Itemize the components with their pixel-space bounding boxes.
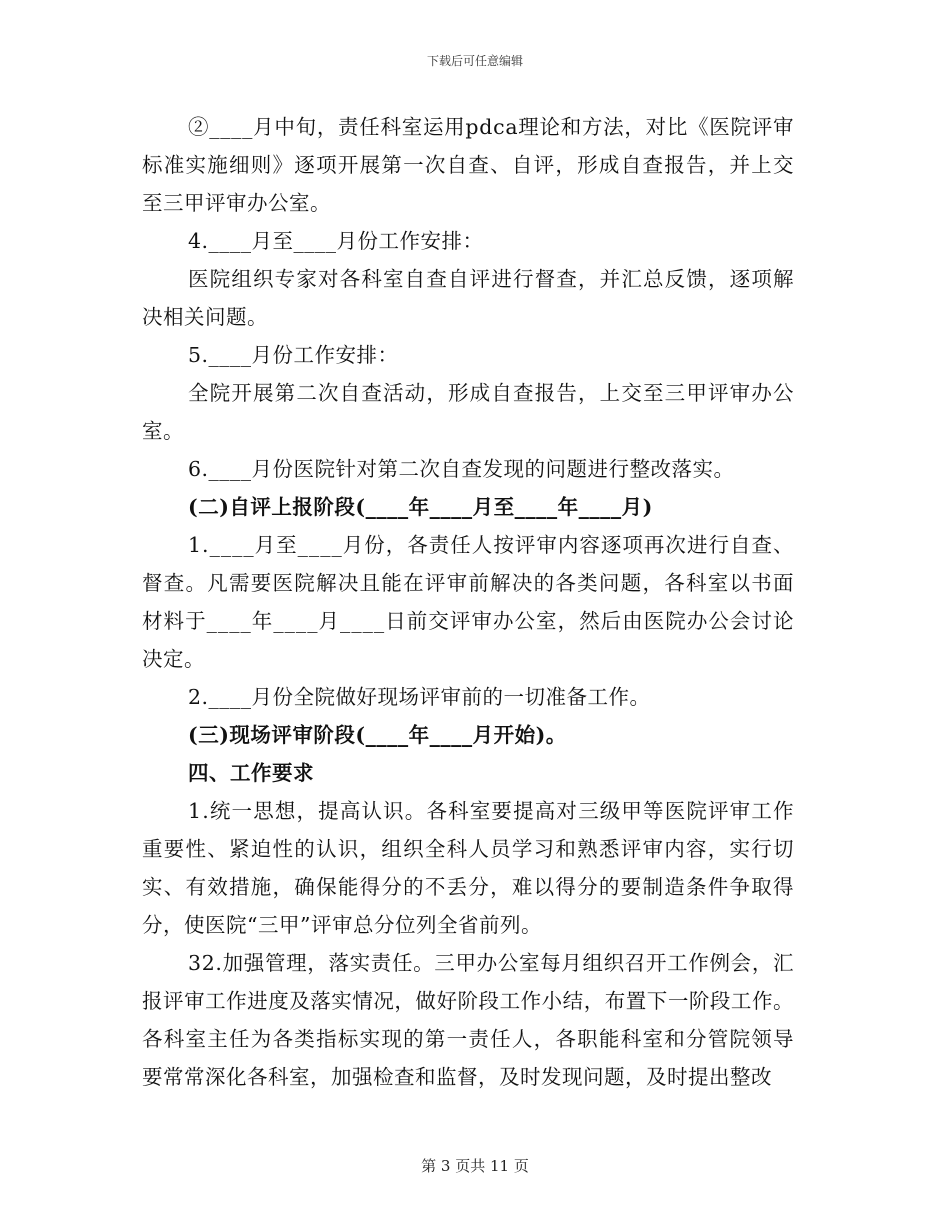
text-line <box>142 450 802 488</box>
text-line-content: 决定。 <box>142 647 205 671</box>
text-line-content: 材料于____年____月____日前交评审办公室，然后由医院办公会讨论 <box>142 609 795 633</box>
text-line-content: 重要性、紧迫性的认识，组织全科人员学习和熟悉评审内容，实行切 <box>142 837 795 861</box>
text-line-content: 2.____月份全院做好现场评审前的一切准备工作。 <box>188 685 651 709</box>
text-line-content: 6.____月份医院针对第二次自查发现的问题进行整改落实。 <box>188 457 735 481</box>
text-line <box>142 754 802 792</box>
text-line <box>142 488 802 526</box>
text-line-content: 1.统一思想，提高认识。各科室要提高对三级甲等医院评审工作 <box>188 799 795 823</box>
page-header: 下载后可任意编辑 <box>426 54 523 68</box>
document-body <box>142 108 802 1096</box>
text-line-content: 实、有效措施，确保能得分的不丢分，难以得分的要制造条件争取得 <box>142 875 795 899</box>
text-line <box>142 184 802 222</box>
text-line <box>142 564 802 602</box>
text-line-content: 32.加强管理，落实责任。三甲办公室每月组织召开工作例会，汇 <box>188 951 795 975</box>
text-line-content: 5.____月份工作安排： <box>188 343 399 367</box>
text-line-content: 1.____月至____月份，各责任人按评审内容逐项再次进行自查、 <box>188 533 795 557</box>
text-line-content: ②____月中旬，责任科室运用pdca理论和方法，对比《医院评审 <box>188 115 795 139</box>
text-line-content: 要常常深化各科室，加强检查和监督，及时发现问题，及时提出整改 <box>142 1065 772 1089</box>
text-line <box>142 1058 802 1096</box>
text-line-content: (二)自评上报阶段(____年____月至____年____月) <box>188 495 653 519</box>
text-line-content: 标准实施细则》逐项开展第一次自查、自评，形成自查报告，并上交 <box>142 153 795 177</box>
text-line-content: 室。 <box>142 419 184 443</box>
text-line <box>142 374 802 412</box>
text-line <box>142 108 802 146</box>
text-line <box>142 830 802 868</box>
text-line <box>142 906 802 944</box>
text-line <box>142 298 802 336</box>
text-line-content: 各科室主任为各类指标实现的第一责任人，各职能科室和分管院领导 <box>142 1027 795 1051</box>
text-line-content: 四、工作要求 <box>188 761 314 785</box>
text-line <box>142 146 802 184</box>
text-line-content: 全院开展第二次自查活动，形成自查报告，上交至三甲评审办公 <box>188 381 795 405</box>
text-line-content: (三)现场评审阶段(____年____月开始)。 <box>188 723 567 747</box>
text-line <box>142 260 802 298</box>
text-line <box>142 868 802 906</box>
text-line-content: 4.____月至____月份工作安排： <box>188 229 484 253</box>
text-line-content: 决相关问题。 <box>142 305 268 329</box>
text-line <box>142 412 802 450</box>
text-line-content: 报评审工作进度及落实情况，做好阶段工作小结，布置下一阶段工作。 <box>142 989 795 1013</box>
text-line-content: 医院组织专家对各科室自查自评进行督查，并汇总反馈，逐项解 <box>188 267 795 291</box>
text-line <box>142 640 802 678</box>
text-line <box>142 222 802 260</box>
text-line-content: 至三甲评审办公室。 <box>142 191 331 215</box>
text-line-content: 分，使医院“三甲”评审总分位列全省前列。 <box>142 913 542 937</box>
text-line <box>142 1020 802 1058</box>
text-line <box>142 526 802 564</box>
text-line <box>142 944 802 982</box>
text-line <box>142 336 802 374</box>
text-line <box>142 792 802 830</box>
text-line <box>142 716 802 754</box>
page-footer: 第 3 页共 11 页 <box>421 1157 529 1175</box>
text-line-content: 督查。凡需要医院解决且能在评审前解决的各类问题，各科室以书面 <box>142 571 795 595</box>
text-line <box>142 982 802 1020</box>
text-line <box>142 678 802 716</box>
text-line <box>142 602 802 640</box>
